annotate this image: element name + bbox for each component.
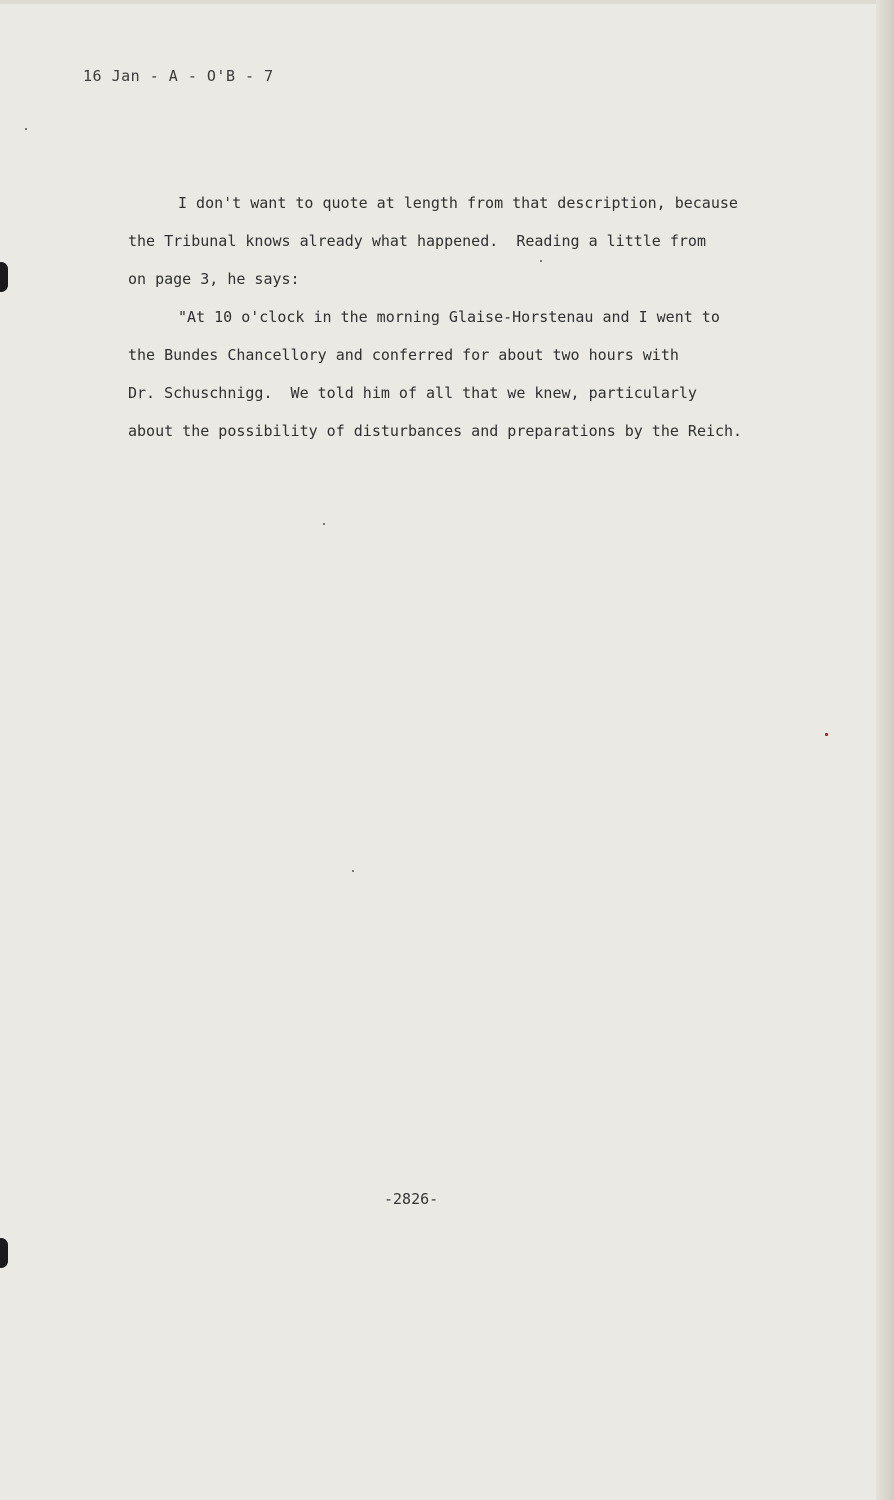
transcript-line: Dr. Schuschnigg. We told him of all that we knew, particularly xyxy=(128,384,697,402)
paper-top-edge xyxy=(0,0,894,4)
paper-speck xyxy=(323,523,325,525)
transcript-line: "At 10 o'clock in the morning Glaise-Horstenau and I went to xyxy=(178,308,720,326)
transcript-line: about the possibility of disturbances and preparations by the Reich. xyxy=(128,422,743,440)
paper-right-edge xyxy=(876,0,894,1500)
transcript-body xyxy=(128,184,818,450)
paper-speck xyxy=(825,733,828,736)
paper-speck xyxy=(25,128,27,130)
transcript-line: the Bundes Chancellory and conferred for about two hours with xyxy=(128,346,679,364)
paper-speck xyxy=(352,870,354,872)
binder-hole-bottom xyxy=(0,1238,8,1268)
transcript-line: the Tribunal knows already what happened. Reading a little from xyxy=(128,232,706,250)
transcript-line: I don't want to quote at length from that description, because xyxy=(178,194,738,212)
transcript-line: on page 3, he says: xyxy=(128,270,300,288)
binder-hole-top xyxy=(0,262,8,292)
paper-speck xyxy=(540,260,542,262)
page-number: -2826- xyxy=(384,1190,439,1208)
page-header: 16 Jan - A - O'B - 7 xyxy=(83,67,274,85)
